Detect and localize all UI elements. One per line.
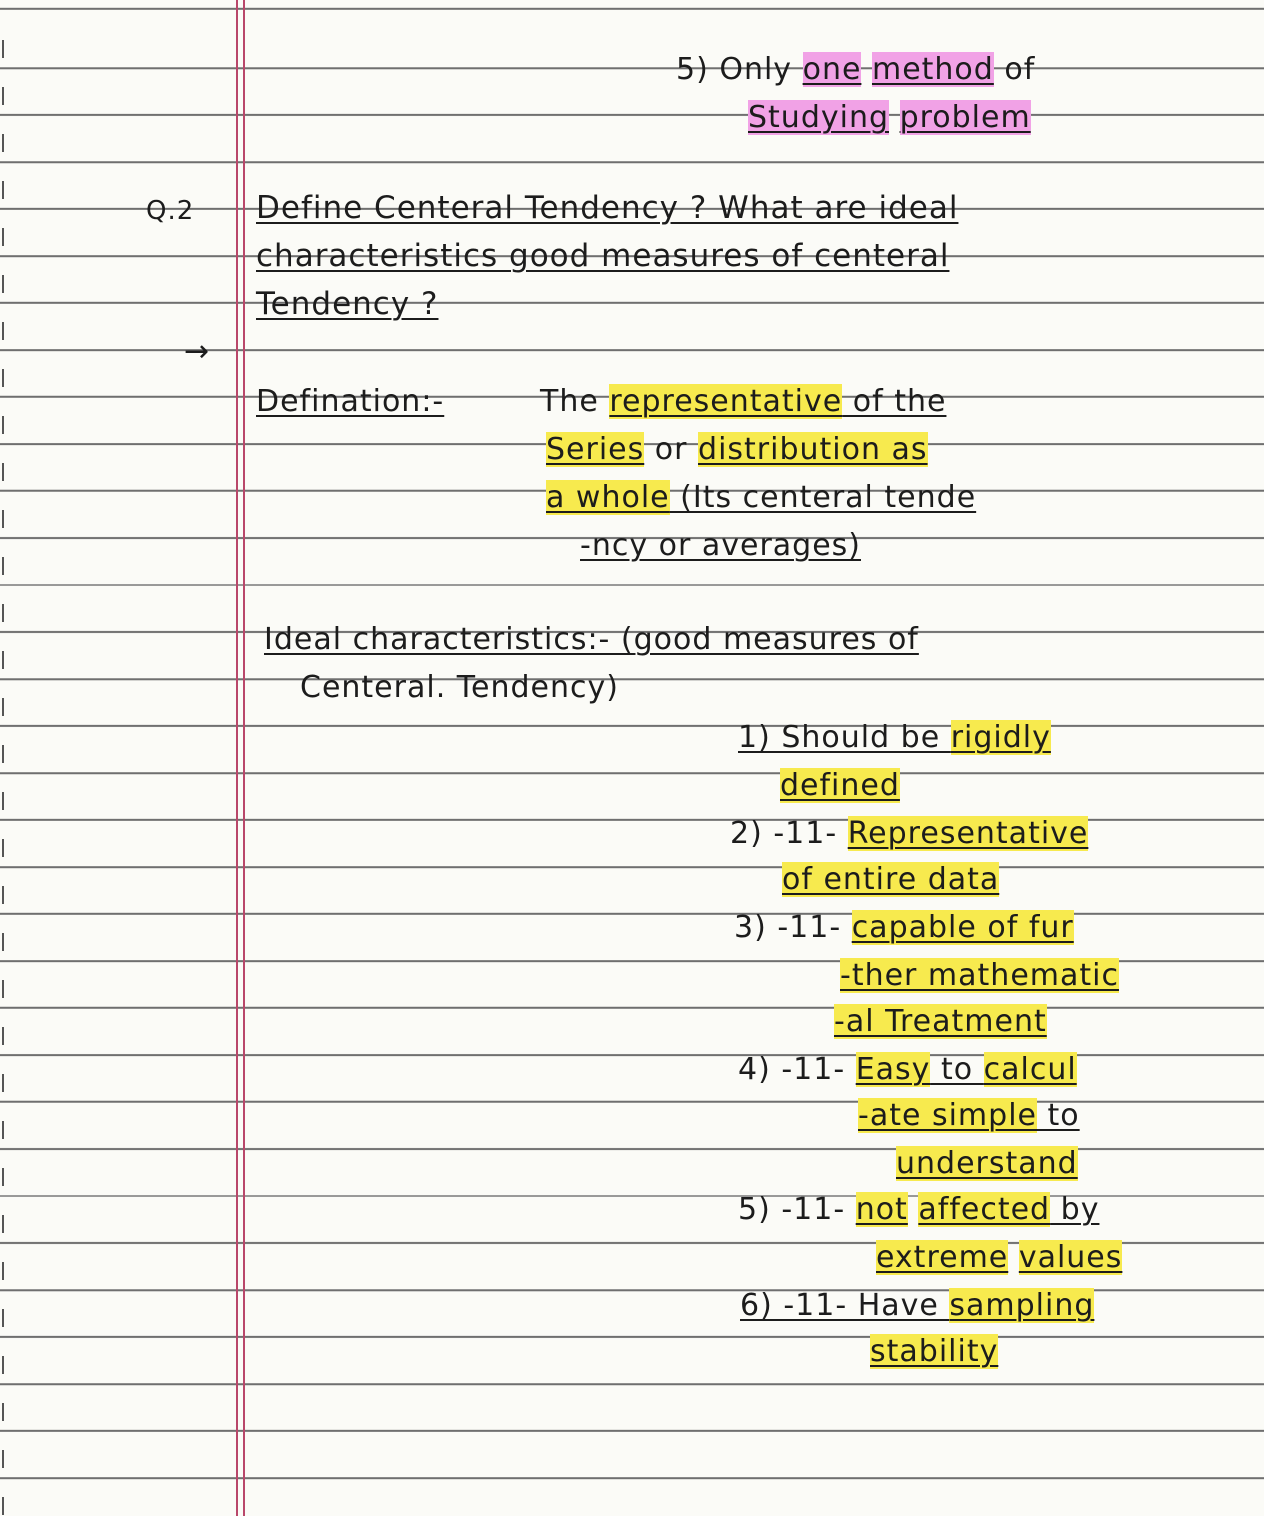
item3-treatment: -al Treatment: [834, 1004, 1047, 1039]
item5-method: method: [871, 52, 994, 87]
def-representative: representative: [609, 384, 843, 419]
item5-by: by: [1050, 1192, 1100, 1227]
ideal-item-4-line3: [896, 1146, 1078, 1181]
definition-line1: [540, 384, 946, 419]
item1-defined: defined: [780, 768, 900, 803]
ideal-item-4-line2: [858, 1098, 1080, 1133]
margin-line: [236, 0, 238, 1516]
item4-ate: -ate: [858, 1098, 932, 1133]
item5-space2: [1008, 1240, 1019, 1275]
margin-line: [243, 0, 245, 1516]
item5-prefix: 5) Only: [676, 52, 803, 87]
ideal-item-6-line2: [870, 1334, 998, 1369]
ideal-item-5: [738, 1192, 1099, 1227]
ideal-item-3-line3: [834, 1004, 1047, 1039]
ideal-item-5-line2: [876, 1240, 1122, 1275]
ideal-item-4: [738, 1052, 1077, 1087]
def-l2-mid: or: [644, 432, 699, 467]
item2-entire-data: of entire data: [782, 862, 1000, 897]
item4-understand: understand: [896, 1146, 1078, 1181]
item5-prev-line1: [676, 52, 1035, 87]
ideal-item-3-line2: [840, 958, 1119, 993]
ideal-heading: Ideal characteristics:- (good measures of: [264, 622, 919, 657]
def-whole: a whole: [546, 480, 670, 515]
item4-pre: 4) -11-: [738, 1052, 856, 1087]
def-l1-post: of the: [842, 384, 947, 419]
ideal-item-1: [738, 720, 1051, 755]
item4-calcul: calcul: [983, 1052, 1077, 1087]
answer-arrow: →: [184, 334, 210, 369]
item4-simple: simple: [931, 1098, 1037, 1133]
definition-line2: [546, 432, 928, 467]
def-l1-pre: The: [540, 384, 610, 419]
item5-not: not: [855, 1192, 908, 1227]
item5-problem: problem: [899, 100, 1031, 135]
item5-of: of: [993, 52, 1036, 87]
question-line1: Define Centeral Tendency ? What are ideal: [256, 190, 959, 226]
ideal-item-2: [730, 816, 1088, 851]
item1-pre: 1) Should be: [738, 720, 951, 755]
question-line3: Tendency ?: [256, 286, 439, 322]
item3-capable: capable of fur: [851, 910, 1074, 945]
ideal-heading2: Centeral. Tendency): [300, 670, 619, 705]
item5-values: values: [1018, 1240, 1123, 1275]
item5-extreme: extreme: [876, 1240, 1009, 1275]
ideal-item-1-line2: [780, 768, 900, 803]
item5-one: one: [802, 52, 862, 87]
def-series: Series: [546, 432, 645, 467]
left-edge-ticks: [0, 0, 12, 1516]
def-l3-post: (Its centeral tende: [669, 480, 977, 515]
item5-space: [908, 1192, 919, 1227]
definition-label: Defination:-: [256, 384, 445, 419]
ideal-item-6: [740, 1288, 1094, 1323]
item5-affected: affected: [918, 1192, 1051, 1227]
item6-pre: 6) -11- Have: [740, 1288, 950, 1323]
item1-rigidly: rigidly: [950, 720, 1051, 755]
item4-to2: to: [1037, 1098, 1080, 1133]
item2-pre: 2) -11-: [730, 816, 848, 851]
question-line2: characteristics good measures of centeral: [256, 238, 950, 274]
item3-mathematic: -ther mathematic: [840, 958, 1119, 993]
ideal-item-2-line2: [782, 862, 999, 897]
ideal-item-3: [734, 910, 1074, 945]
definition-line3: [546, 480, 976, 515]
definition-line4: -ncy or averages): [580, 528, 861, 563]
item4-to: to: [930, 1052, 984, 1087]
item4-easy: Easy: [855, 1052, 931, 1087]
question-label: Q.2: [146, 196, 195, 226]
item5-pre: 5) -11-: [738, 1192, 856, 1227]
item2-representative: Representative: [847, 816, 1089, 851]
item5-studying: Studying: [748, 100, 890, 135]
item6-stability: stability: [870, 1334, 999, 1369]
item6-sampling: sampling: [949, 1288, 1095, 1323]
item5-prev-line2: [748, 100, 1031, 135]
item3-pre: 3) -11-: [734, 910, 852, 945]
def-distribution: distribution as: [698, 432, 928, 467]
